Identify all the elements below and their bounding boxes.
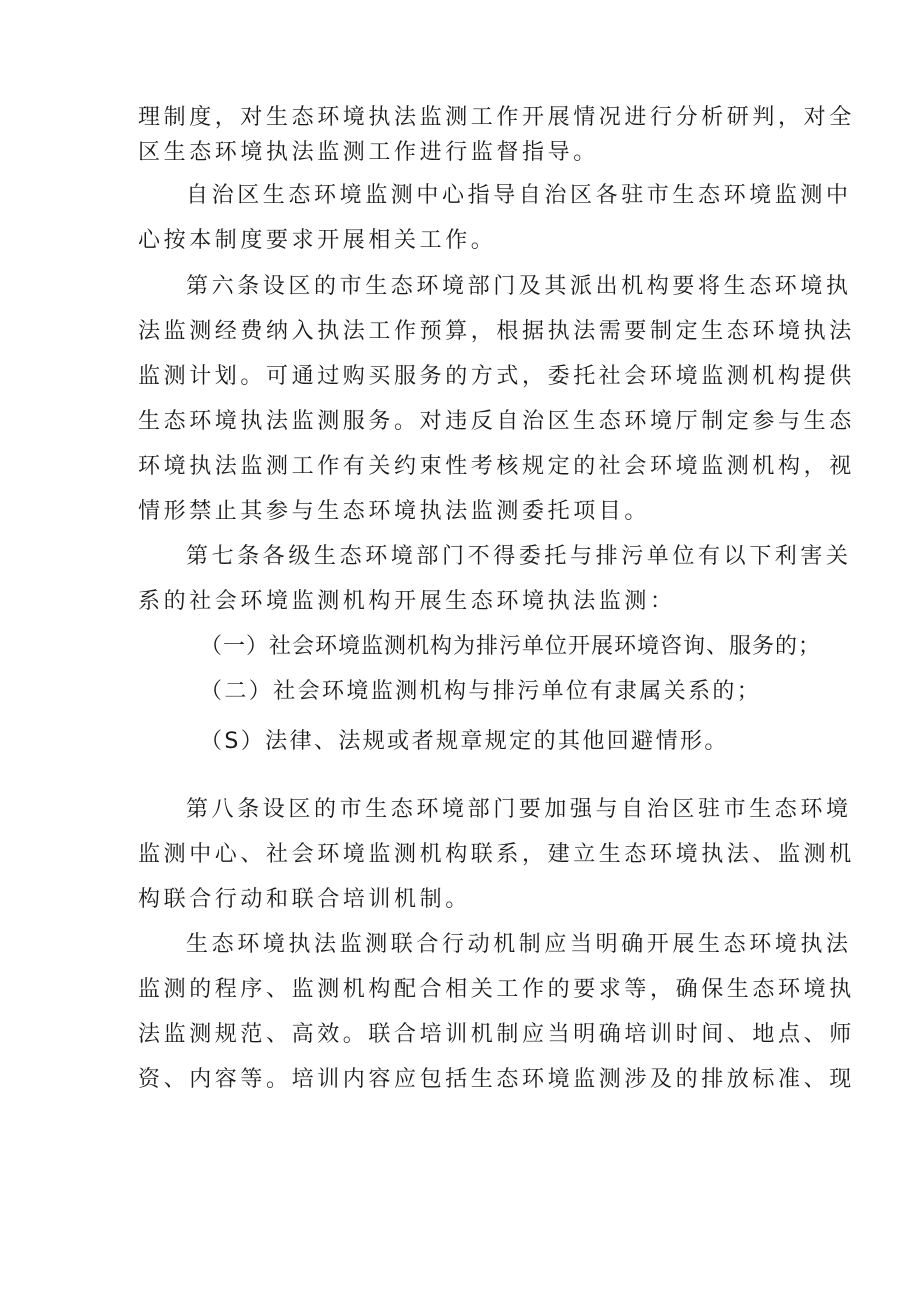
article-8-heading-line: 第八条设区的市生态环境部门要加强与自治区驻市生态环境 <box>186 797 852 822</box>
text-line: 系的社会环境监测机构开展生态环境执法监测： <box>138 589 676 614</box>
text-line: 心按本制度要求开展相关工作。 <box>138 228 497 253</box>
list-item-2: （二）社会环境监测机构与排污单位有隶属关系的； <box>200 679 762 704</box>
text-line: 监测中心、社会环境监测机构联系，建立生态环境执法、监测机 <box>138 842 855 867</box>
text-line: 监测的程序、监测机构配合相关工作的要求等，确保生态环境执 <box>138 977 855 1002</box>
text-line: 生态环境执法监测服务。对违反自治区生态环境厅制定参与生态 <box>138 409 855 434</box>
text-line: 理制度，对生态环境执法监测工作开展情况进行分析研判，对全 <box>138 105 855 130</box>
paragraph-start-line: 自治区生态环境监测中心指导自治区各驻市生态环境监测中 <box>186 183 852 208</box>
text-line: 法监测经费纳入执法工作预算，根据执法需要制定生态环境执法 <box>138 319 855 344</box>
text-line: 法监测规范、高效。联合培训机制应当明确培训时间、地点、师 <box>138 1022 855 1047</box>
paragraph-start-line: 生态环境执法监测联合行动机制应当明确开展生态环境执法 <box>186 932 852 957</box>
text-line: 监测计划。可通过购买服务的方式，委托社会环境监测机构提供 <box>138 364 855 389</box>
text-line: 资、内容等。培训内容应包括生态环境监测涉及的排放标准、现 <box>138 1067 855 1092</box>
text-line: 环境执法监测工作有关约束性考核规定的社会环境监测机构，视 <box>138 454 855 479</box>
article-7-heading-line: 第七条各级生态环境部门不得委托与排污单位有以下利害关 <box>186 544 852 569</box>
list-item-3: （S）法律、法规或者规章规定的其他回避情形。 <box>200 729 729 754</box>
text-line: 区生态环境执法监测工作进行监督指导。 <box>138 140 599 165</box>
text-line: 构联合行动和联合培训机制。 <box>138 887 471 912</box>
text-line: 情形禁止其参与生态环境执法监测委托项目。 <box>138 499 651 524</box>
article-6-heading-line: 第六条设区的市生态环境部门及其派出机构要将生态环境执 <box>186 274 852 299</box>
list-item-1: （一）社会环境监测机构为排污单位开展环境咨询、服务的； <box>200 634 822 659</box>
